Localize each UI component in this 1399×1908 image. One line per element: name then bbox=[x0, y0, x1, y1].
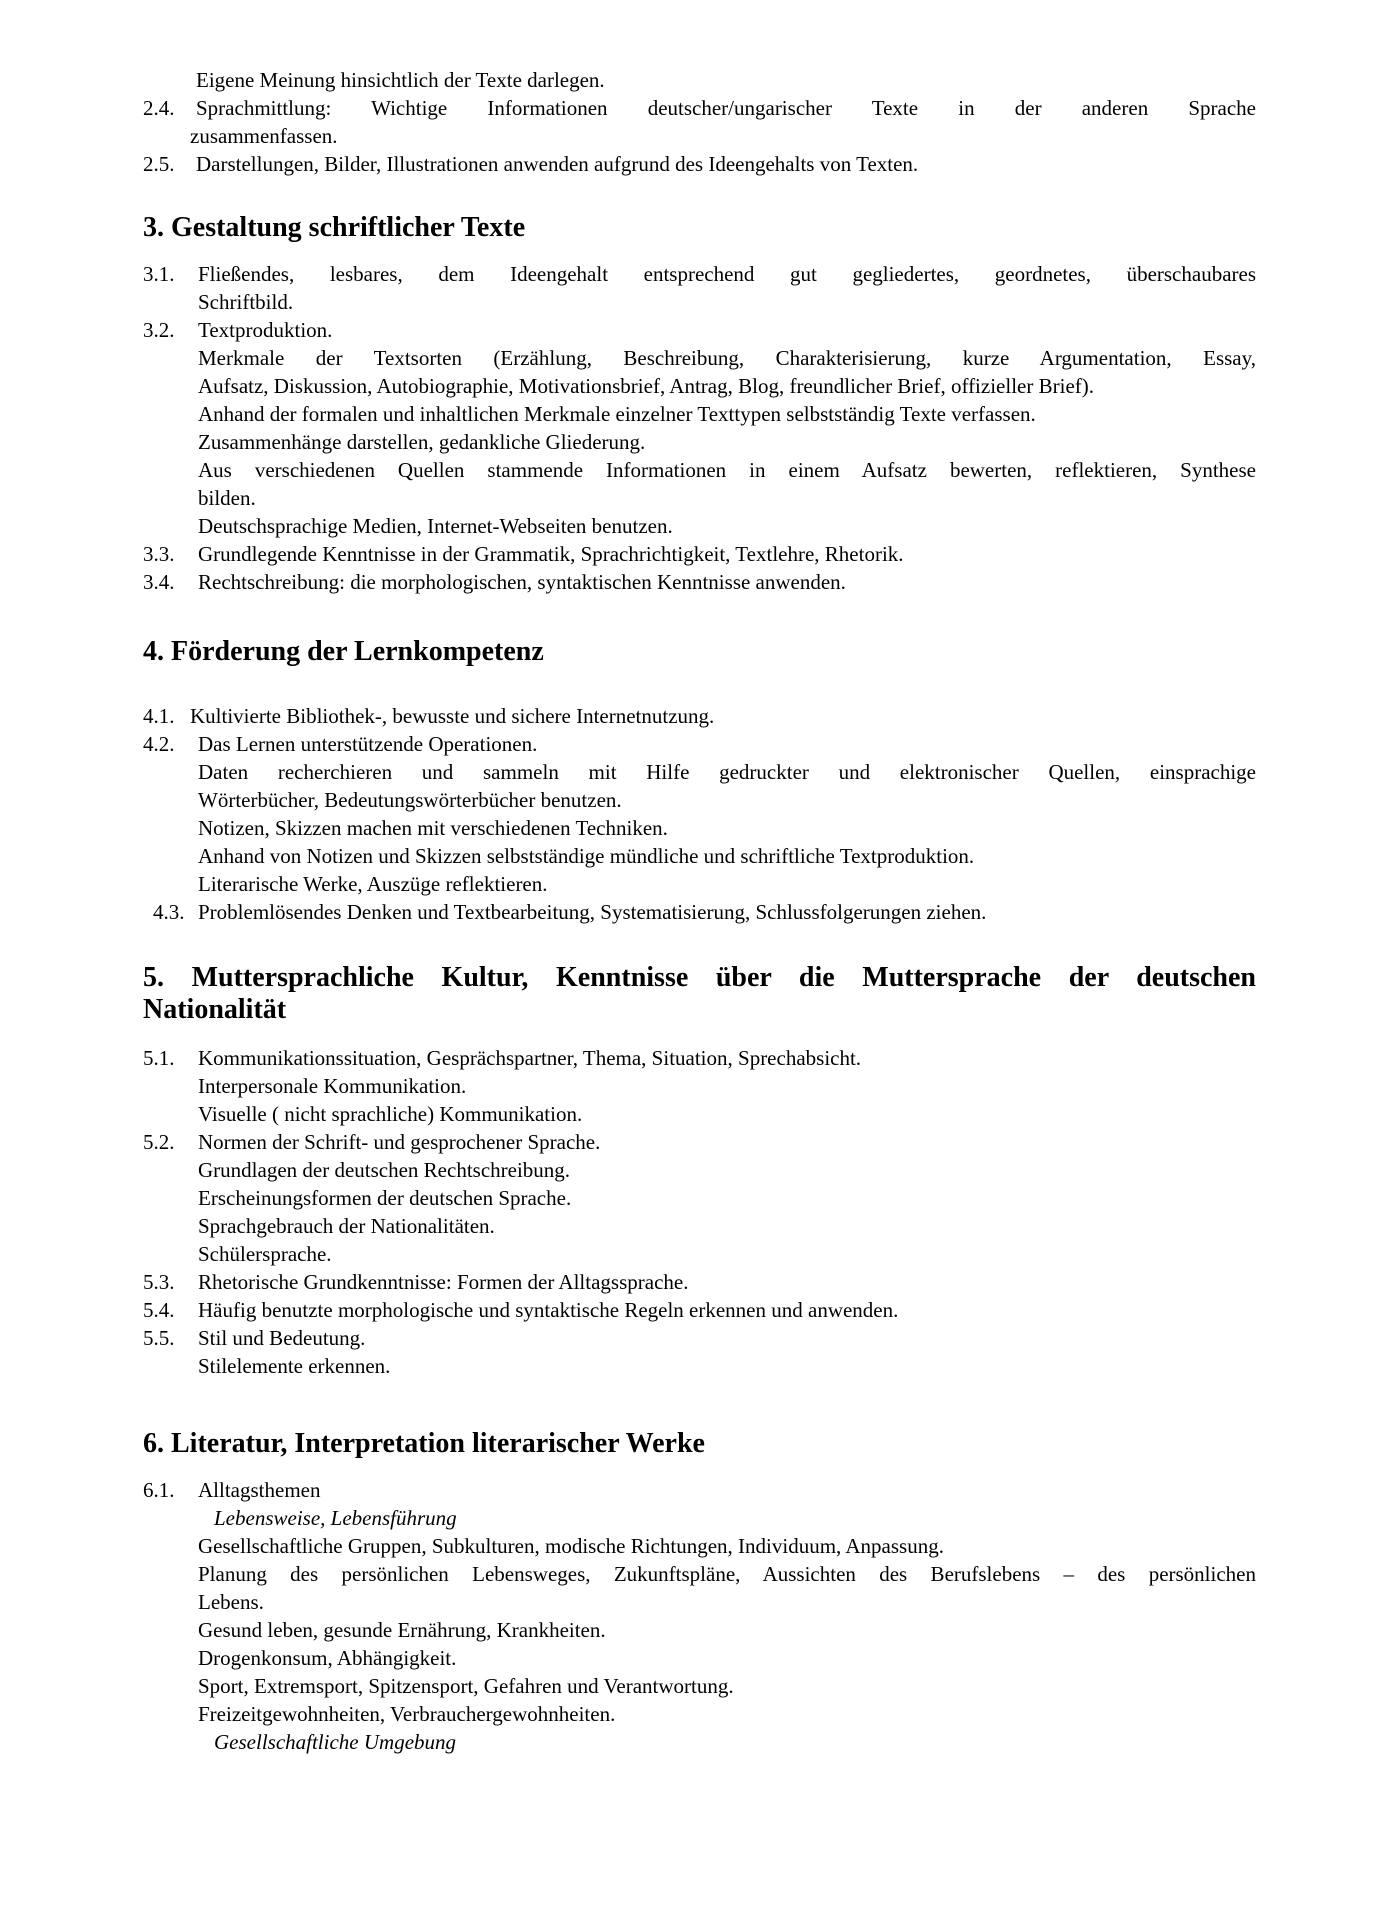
item-text: Das Lernen unterstützende Operationen. bbox=[198, 732, 538, 756]
section-heading: 6. Literatur, Interpretation literarischer Werke bbox=[143, 1428, 705, 1459]
item-text: Schriftbild. bbox=[198, 290, 294, 314]
paragraph: Sport, Extremsport, Spitzensport, Gefahren und Verantwortung. bbox=[198, 1674, 734, 1698]
item-number: 5.5. bbox=[143, 1326, 175, 1350]
item-text: Sprachgebrauch der Nationalitäten. bbox=[198, 1214, 495, 1238]
paragraph: Deutschsprachige Medien, Internet-Webseiten benutzen. bbox=[198, 514, 673, 538]
item-text: Stil und Bedeutung. bbox=[198, 1326, 366, 1350]
item-number: 4.1. bbox=[143, 704, 175, 728]
item-text: Alltagsthemen bbox=[198, 1478, 321, 1502]
item-number: 5.3. bbox=[143, 1270, 175, 1294]
paragraph: Anhand der formalen und inhaltlichen Merkmale einzelner Texttypen selbstständig Texte verfassen. bbox=[198, 402, 1036, 426]
paragraph: Planung des persönlichen Lebensweges, Zukunftspläne, Aussichten des Berufslebens – des persönlichen bbox=[198, 1562, 1256, 1586]
item-number: 4.3. bbox=[153, 900, 185, 924]
section-heading-continued: Nationalität bbox=[143, 994, 287, 1025]
item-text: Häufig benutzte morphologische und syntaktische Regeln erkennen und anwenden. bbox=[198, 1298, 899, 1322]
item-number: 3.1. bbox=[143, 262, 175, 286]
item-text: Stilelemente erkennen. bbox=[198, 1354, 391, 1378]
section-heading: 5. Muttersprachliche Kultur, Kenntnisse über die Muttersprache der deutschen bbox=[143, 962, 1256, 993]
item-text: Interpersonale Kommunikation. bbox=[198, 1074, 467, 1098]
paragraph: Gesellschaftliche Gruppen, Subkulturen, modische Richtungen, Individuum, Anpassung. bbox=[198, 1534, 944, 1558]
item-text: Fließendes, lesbares, dem Ideengehalt entsprechend gut gegliedertes, geordnetes, überschaubares bbox=[198, 262, 1256, 286]
paragraph: Literarische Werke, Auszüge reflektieren. bbox=[198, 872, 548, 896]
section-heading: 3. Gestaltung schriftlicher Texte bbox=[143, 212, 526, 243]
paragraph: Aus verschiedenen Quellen stammende Informationen in einem Aufsatz bewerten, reflektieren, Synthese bbox=[198, 458, 1256, 482]
paragraph: Daten recherchieren und sammeln mit Hilfe gedruckter und elektronischer Quellen, einsprachige bbox=[198, 760, 1256, 784]
item-text: Rhetorische Grundkenntnisse: Formen der Alltagssprache. bbox=[198, 1270, 689, 1294]
item-text: Sprachmittlung: Wichtige Informationen deutscher/ungarischer Texte in der anderen Sprache bbox=[196, 96, 1256, 120]
paragraph: Zusammenhänge darstellen, gedankliche Gliederung. bbox=[198, 430, 646, 454]
paragraph: Notizen, Skizzen machen mit verschiedenen Techniken. bbox=[198, 816, 668, 840]
paragraph: Eigene Meinung hinsichtlich der Texte darlegen. bbox=[196, 68, 605, 92]
item-text: Visuelle ( nicht sprachliche) Kommunikation. bbox=[198, 1102, 583, 1126]
item-text: Grundlegende Kenntnisse in der Grammatik, Sprachrichtigkeit, Textlehre, Rhetorik. bbox=[198, 542, 904, 566]
item-number: 5.1. bbox=[143, 1046, 175, 1070]
item-text: Kultivierte Bibliothek-, bewusste und sichere Internetnutzung. bbox=[190, 704, 715, 728]
item-text: Schülersprache. bbox=[198, 1242, 332, 1266]
paragraph: Aufsatz, Diskussion, Autobiographie, Motivationsbrief, Antrag, Blog, freundlicher Brief, offizieller Brief). bbox=[198, 374, 1094, 398]
item-text: Kommunikationssituation, Gesprächspartner, Thema, Situation, Sprechabsicht. bbox=[198, 1046, 862, 1070]
section-heading: 4. Förderung der Lernkompetenz bbox=[143, 636, 544, 667]
item-text: Darstellungen, Bilder, Illustrationen anwenden aufgrund des Ideengehalts von Texten. bbox=[196, 152, 919, 176]
paragraph: Freizeitgewohnheiten, Verbrauchergewohnheiten. bbox=[198, 1702, 616, 1726]
item-text: zusammenfassen. bbox=[190, 124, 338, 148]
item-number: 6.1. bbox=[143, 1478, 175, 1502]
paragraph: Anhand von Notizen und Skizzen selbstständige mündliche und schriftliche Textproduktion. bbox=[198, 844, 975, 868]
subheading-italic: Gesellschaftliche Umgebung bbox=[214, 1730, 457, 1754]
item-number: 2.5. bbox=[143, 152, 175, 176]
paragraph: Lebens. bbox=[198, 1590, 264, 1614]
item-text: Rechtschreibung: die morphologischen, syntaktischen Kenntnisse anwenden. bbox=[198, 570, 846, 594]
item-number: 4.2. bbox=[143, 732, 175, 756]
item-text: Erscheinungsformen der deutschen Sprache. bbox=[198, 1186, 572, 1210]
item-number: 3.2. bbox=[143, 318, 175, 342]
item-number: 3.3. bbox=[143, 542, 175, 566]
item-number: 3.4. bbox=[143, 570, 175, 594]
item-text: Problemlösendes Denken und Textbearbeitung, Systematisierung, Schlussfolgerungen ziehen. bbox=[198, 900, 987, 924]
item-number: 2.4. bbox=[143, 96, 175, 120]
item-text: Normen der Schrift- und gesprochener Sprache. bbox=[198, 1130, 601, 1154]
paragraph: Gesund leben, gesunde Ernährung, Krankheiten. bbox=[198, 1618, 606, 1642]
paragraph: Merkmale der Textsorten (Erzählung, Beschreibung, Charakterisierung, kurze Argumentation, Essay, bbox=[198, 346, 1256, 370]
item-text: Grundlagen der deutschen Rechtschreibung. bbox=[198, 1158, 571, 1182]
paragraph: Drogenkonsum, Abhängigkeit. bbox=[198, 1646, 457, 1670]
item-text: Textproduktion. bbox=[198, 318, 333, 342]
item-number: 5.4. bbox=[143, 1298, 175, 1322]
paragraph: Wörterbücher, Bedeutungswörterbücher benutzen. bbox=[198, 788, 622, 812]
item-number: 5.2. bbox=[143, 1130, 175, 1154]
subheading-italic: Lebensweise, Lebensführung bbox=[214, 1506, 457, 1530]
paragraph: bilden. bbox=[198, 486, 256, 510]
